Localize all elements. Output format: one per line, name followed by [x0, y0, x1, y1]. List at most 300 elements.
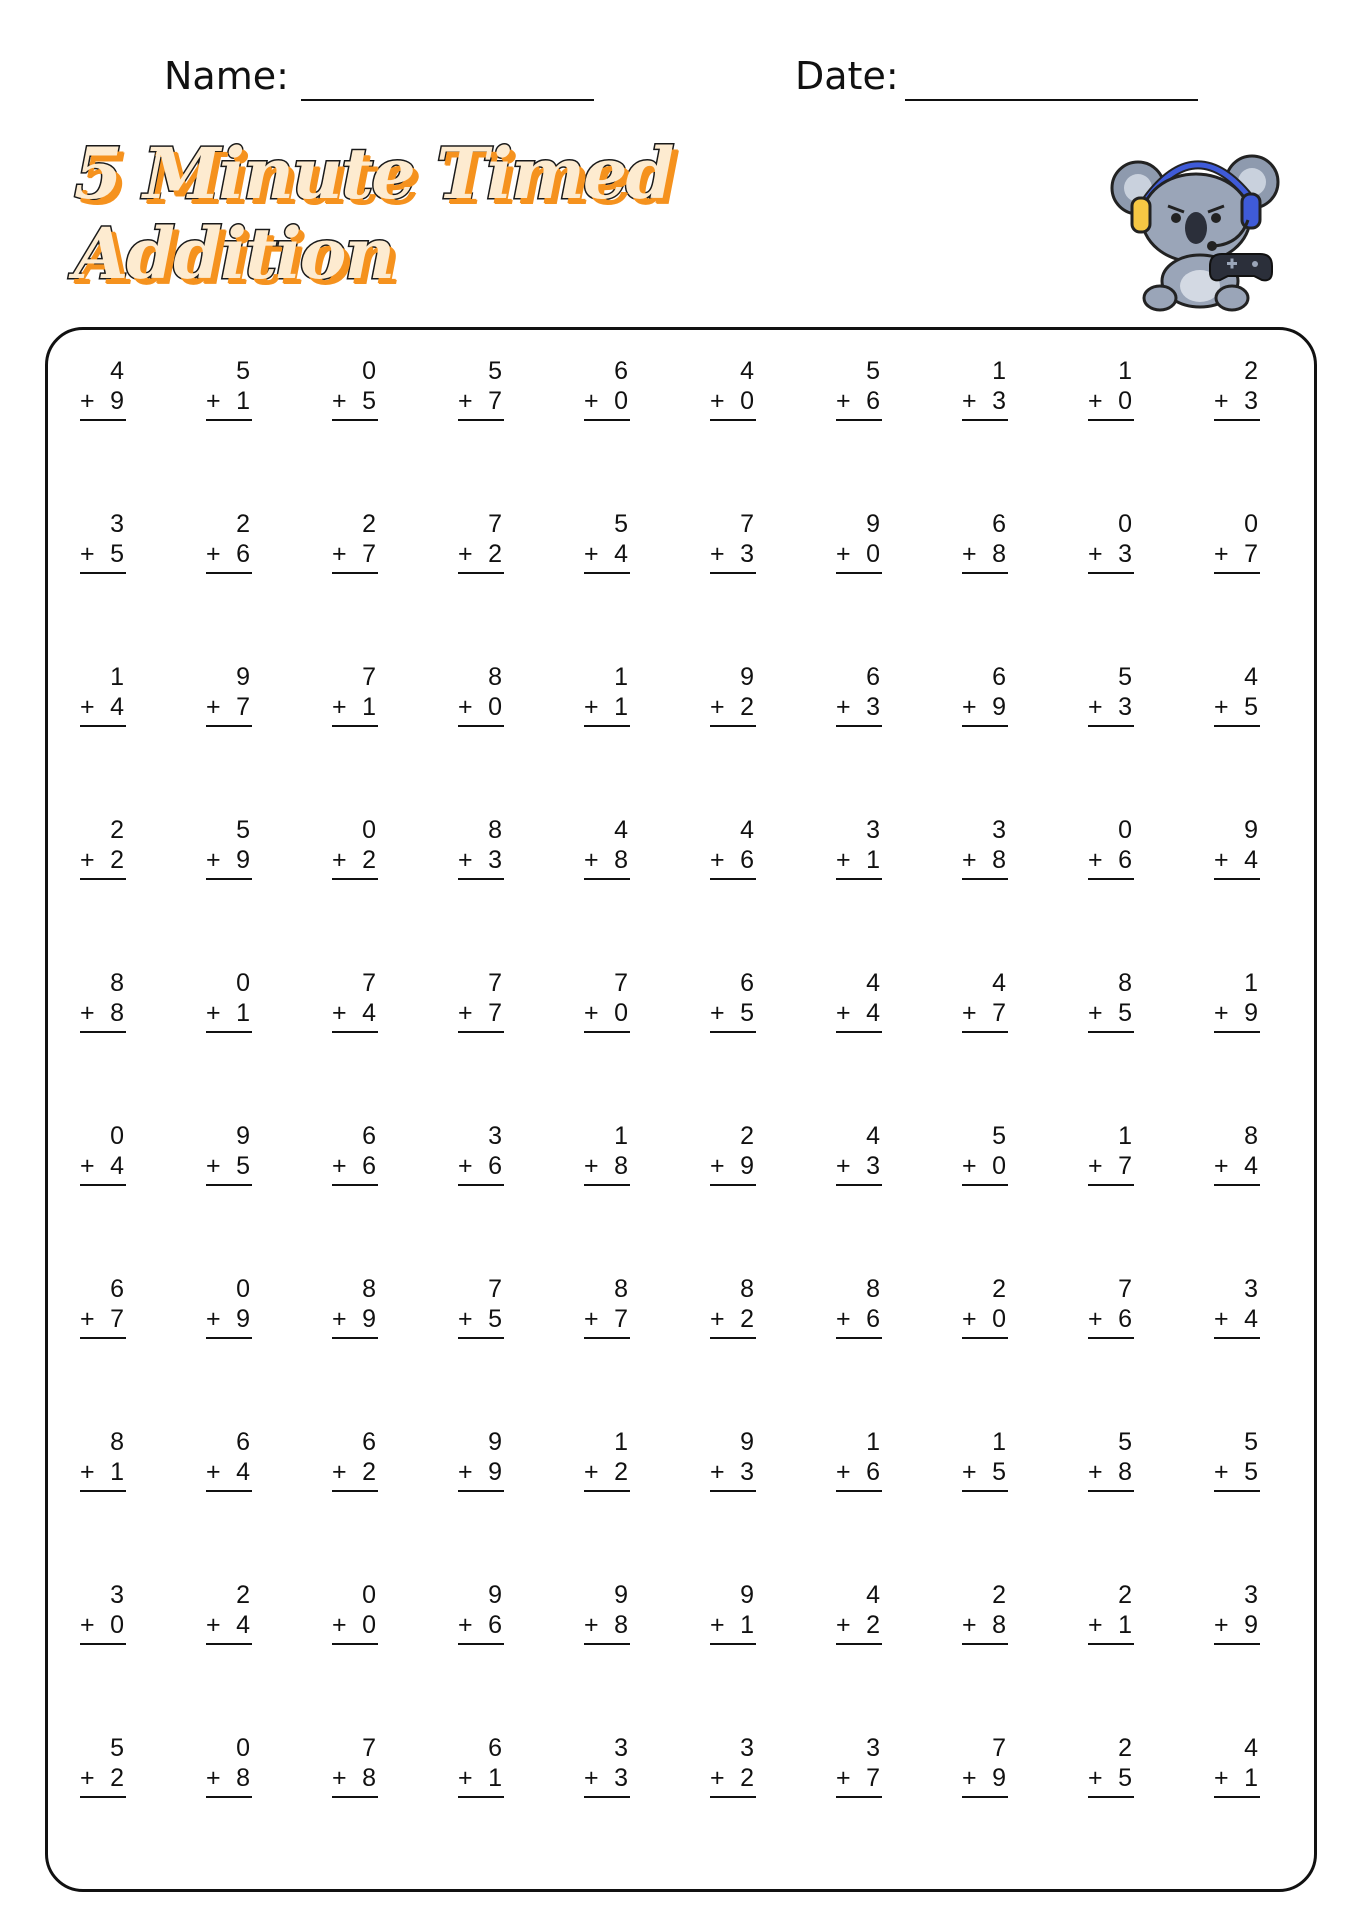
addition-problem	[584, 815, 630, 968]
addend-bottom: 2	[740, 1305, 754, 1333]
plus-sign: +	[1088, 540, 1103, 568]
addend-bottom-row	[584, 1151, 630, 1186]
addend-bottom-row	[584, 845, 630, 880]
addition-problem	[206, 662, 252, 815]
addend-top: 9	[740, 1428, 754, 1456]
plus-sign: +	[1088, 387, 1103, 415]
addend-bottom: 8	[236, 1764, 250, 1792]
addend-bottom: 9	[1244, 1611, 1258, 1639]
plus-sign: +	[584, 1305, 599, 1333]
addend-top: 8	[866, 1275, 880, 1303]
addition-problem	[710, 356, 756, 509]
addend-top: 5	[236, 816, 250, 844]
addend-bottom: 1	[362, 693, 376, 721]
plus-sign: +	[332, 1152, 347, 1180]
addend-bottom-row	[1088, 1151, 1134, 1186]
addend-bottom-row	[80, 539, 126, 574]
addend-bottom-row	[962, 386, 1008, 421]
addend-bottom: 2	[362, 846, 376, 874]
addend-bottom-row	[458, 998, 504, 1033]
addend-top: 3	[740, 1734, 754, 1762]
addend-bottom-row	[836, 386, 882, 421]
addition-problem	[1214, 1121, 1260, 1274]
addend-bottom-row	[584, 692, 630, 727]
plus-sign: +	[458, 387, 473, 415]
addition-problem	[1088, 356, 1134, 509]
title-line-2: Addition	[74, 212, 394, 295]
addend-bottom-row	[1088, 1457, 1134, 1492]
plus-sign: +	[80, 1458, 95, 1486]
addition-problem	[206, 1121, 252, 1274]
addition-problem	[1088, 815, 1134, 968]
date-blank-line[interactable]	[905, 99, 1198, 101]
plus-sign: +	[1214, 846, 1229, 874]
addition-problem	[1088, 1274, 1134, 1427]
addend-bottom-row	[710, 1457, 756, 1492]
addend-top: 6	[362, 1428, 376, 1456]
addend-bottom-row	[836, 845, 882, 880]
addend-bottom-row	[80, 692, 126, 727]
addend-bottom: 8	[362, 1764, 376, 1792]
addend-bottom-row	[1214, 1457, 1260, 1492]
addition-problem	[332, 1580, 378, 1733]
addend-bottom: 8	[614, 1152, 628, 1180]
addend-bottom: 5	[1118, 1764, 1132, 1792]
addend-bottom-row	[1214, 692, 1260, 727]
addend-top: 8	[488, 816, 502, 844]
plus-sign: +	[836, 1458, 851, 1486]
addition-problem	[584, 662, 630, 815]
plus-sign: +	[836, 1152, 851, 1180]
plus-sign: +	[458, 1458, 473, 1486]
addition-problem	[710, 662, 756, 815]
addend-bottom: 0	[488, 693, 502, 721]
plus-sign: +	[710, 1305, 725, 1333]
addend-bottom-row	[206, 1610, 252, 1645]
problems-grid	[80, 356, 1340, 1886]
addend-bottom: 9	[362, 1305, 376, 1333]
addend-top: 2	[1244, 357, 1258, 385]
plus-sign: +	[1214, 1611, 1229, 1639]
plus-sign: +	[962, 1152, 977, 1180]
plus-sign: +	[332, 540, 347, 568]
addition-problem	[584, 1733, 630, 1886]
addend-bottom-row	[1088, 1763, 1134, 1798]
plus-sign: +	[710, 1152, 725, 1180]
addend-top: 2	[362, 510, 376, 538]
addend-bottom-row	[206, 692, 252, 727]
plus-sign: +	[584, 693, 599, 721]
addend-bottom: 2	[740, 1764, 754, 1792]
addition-problem	[332, 1427, 378, 1580]
addend-top: 8	[1244, 1122, 1258, 1150]
addend-bottom: 9	[110, 387, 124, 415]
plus-sign: +	[710, 1764, 725, 1792]
addend-top: 1	[614, 1428, 628, 1456]
addend-top: 3	[488, 1122, 502, 1150]
addend-bottom-row	[710, 692, 756, 727]
addend-bottom-row	[836, 1610, 882, 1645]
plus-sign: +	[710, 1611, 725, 1639]
addend-bottom: 8	[614, 846, 628, 874]
addition-problem	[836, 1580, 882, 1733]
plus-sign: +	[1088, 1764, 1103, 1792]
addend-bottom: 8	[992, 540, 1006, 568]
addend-bottom-row	[1088, 1304, 1134, 1339]
plus-sign: +	[80, 999, 95, 1027]
addend-bottom-row	[206, 386, 252, 421]
addend-bottom-row	[1214, 386, 1260, 421]
addend-top: 4	[110, 357, 124, 385]
plus-sign: +	[710, 387, 725, 415]
addend-top: 7	[362, 1734, 376, 1762]
addition-problem	[836, 1274, 882, 1427]
addition-problem	[962, 356, 1008, 509]
addend-bottom: 1	[866, 846, 880, 874]
addend-top: 5	[1118, 1428, 1132, 1456]
addend-top: 6	[866, 663, 880, 691]
addition-problem	[962, 662, 1008, 815]
addend-top: 0	[362, 357, 376, 385]
addend-top: 7	[740, 510, 754, 538]
addition-problem	[206, 509, 252, 662]
addend-bottom: 3	[1118, 693, 1132, 721]
addition-problem	[1214, 509, 1260, 662]
addend-bottom: 0	[740, 387, 754, 415]
plus-sign: +	[206, 999, 221, 1027]
addend-top: 7	[992, 1734, 1006, 1762]
addend-bottom: 9	[236, 846, 250, 874]
addend-bottom-row	[206, 539, 252, 574]
plus-sign: +	[332, 1611, 347, 1639]
plus-sign: +	[458, 999, 473, 1027]
addend-top: 7	[614, 969, 628, 997]
addition-problem	[80, 662, 126, 815]
addition-problem	[458, 968, 504, 1121]
name-label: Name:	[164, 54, 289, 98]
plus-sign: +	[80, 1764, 95, 1792]
addend-bottom: 4	[110, 693, 124, 721]
addend-top: 4	[866, 969, 880, 997]
addend-bottom: 5	[362, 387, 376, 415]
plus-sign: +	[332, 1764, 347, 1792]
addend-bottom-row	[80, 1610, 126, 1645]
plus-sign: +	[332, 999, 347, 1027]
addend-bottom-row	[710, 998, 756, 1033]
plus-sign: +	[710, 540, 725, 568]
plus-sign: +	[1088, 999, 1103, 1027]
addend-top: 8	[488, 663, 502, 691]
addition-problem	[1214, 1274, 1260, 1427]
plus-sign: +	[80, 846, 95, 874]
addend-bottom: 1	[488, 1764, 502, 1792]
addend-bottom: 5	[236, 1152, 250, 1180]
addend-top: 4	[866, 1122, 880, 1150]
addition-problem	[584, 356, 630, 509]
addend-top: 7	[362, 969, 376, 997]
addend-bottom-row	[710, 845, 756, 880]
title-line-1: 5 Minute Timed	[74, 132, 673, 215]
addend-bottom: 1	[1244, 1764, 1258, 1792]
addend-bottom-row	[332, 1610, 378, 1645]
addend-bottom-row	[1214, 539, 1260, 574]
addend-bottom: 9	[488, 1458, 502, 1486]
plus-sign: +	[1088, 1458, 1103, 1486]
addend-top: 0	[1244, 510, 1258, 538]
addition-problem	[458, 509, 504, 662]
addend-top: 4	[740, 816, 754, 844]
addition-problem	[458, 1274, 504, 1427]
addend-bottom: 4	[362, 999, 376, 1027]
plus-sign: +	[1214, 693, 1229, 721]
plus-sign: +	[962, 387, 977, 415]
plus-sign: +	[206, 1611, 221, 1639]
addition-problem	[962, 1121, 1008, 1274]
addend-top: 3	[992, 816, 1006, 844]
addition-problem	[1088, 1580, 1134, 1733]
addition-problem	[1088, 1427, 1134, 1580]
plus-sign: +	[836, 1764, 851, 1792]
addend-bottom: 9	[740, 1152, 754, 1180]
addition-problem	[584, 1121, 630, 1274]
addend-bottom-row	[584, 1457, 630, 1492]
addend-top: 4	[740, 357, 754, 385]
addition-problem	[584, 1580, 630, 1733]
addend-top: 5	[110, 1734, 124, 1762]
addend-top: 7	[1118, 1275, 1132, 1303]
addend-bottom: 2	[740, 693, 754, 721]
plus-sign: +	[332, 1458, 347, 1486]
addend-bottom-row	[584, 1763, 630, 1798]
addend-top: 9	[488, 1428, 502, 1456]
addend-bottom: 8	[1118, 1458, 1132, 1486]
plus-sign: +	[1214, 1305, 1229, 1333]
addend-top: 2	[992, 1275, 1006, 1303]
addend-bottom: 9	[1244, 999, 1258, 1027]
addend-bottom: 3	[740, 540, 754, 568]
addend-bottom: 1	[236, 387, 250, 415]
addend-bottom: 6	[740, 846, 754, 874]
addend-bottom: 1	[110, 1458, 124, 1486]
addend-top: 1	[1118, 1122, 1132, 1150]
addend-bottom: 4	[866, 999, 880, 1027]
addend-top: 3	[614, 1734, 628, 1762]
addend-bottom-row	[1214, 1610, 1260, 1645]
addition-problem	[584, 1274, 630, 1427]
addend-bottom-row	[332, 998, 378, 1033]
addend-top: 4	[1244, 663, 1258, 691]
addend-top: 4	[1244, 1734, 1258, 1762]
addition-problem	[458, 1733, 504, 1886]
plus-sign: +	[206, 693, 221, 721]
addition-problem	[80, 356, 126, 509]
addend-bottom-row	[836, 692, 882, 727]
addend-bottom: 7	[236, 693, 250, 721]
addend-bottom: 9	[992, 693, 1006, 721]
addend-bottom-row	[1088, 1610, 1134, 1645]
addition-problem	[1088, 1733, 1134, 1886]
addend-top: 9	[1244, 816, 1258, 844]
addend-top: 0	[236, 1275, 250, 1303]
addend-bottom: 2	[488, 540, 502, 568]
addend-top: 2	[740, 1122, 754, 1150]
addition-problem	[206, 356, 252, 509]
addend-bottom: 7	[488, 387, 502, 415]
addend-top: 3	[866, 1734, 880, 1762]
plus-sign: +	[710, 693, 725, 721]
addend-top: 2	[110, 816, 124, 844]
addend-bottom: 2	[110, 1764, 124, 1792]
plus-sign: +	[206, 540, 221, 568]
addend-top: 1	[614, 1122, 628, 1150]
addition-problem	[836, 968, 882, 1121]
addition-problem	[962, 1733, 1008, 1886]
plus-sign: +	[710, 1458, 725, 1486]
addition-problem	[1088, 509, 1134, 662]
addend-top: 3	[866, 816, 880, 844]
plus-sign: +	[584, 387, 599, 415]
plus-sign: +	[206, 387, 221, 415]
addend-top: 8	[740, 1275, 754, 1303]
addend-bottom-row	[332, 845, 378, 880]
addend-top: 2	[236, 1581, 250, 1609]
addend-top: 9	[866, 510, 880, 538]
addend-bottom-row	[332, 692, 378, 727]
addend-top: 5	[488, 357, 502, 385]
addition-problem	[1088, 662, 1134, 815]
addition-problem	[962, 1427, 1008, 1580]
addition-problem	[1214, 1733, 1260, 1886]
plus-sign: +	[584, 1458, 599, 1486]
addend-top: 5	[1244, 1428, 1258, 1456]
plus-sign: +	[332, 1305, 347, 1333]
addend-top: 5	[614, 510, 628, 538]
addend-bottom: 7	[110, 1305, 124, 1333]
addition-problem	[458, 1580, 504, 1733]
addend-top: 4	[614, 816, 628, 844]
addend-top: 7	[488, 969, 502, 997]
addition-problem	[710, 1274, 756, 1427]
addend-bottom: 7	[866, 1764, 880, 1792]
addend-top: 0	[362, 816, 376, 844]
addend-bottom-row	[206, 1151, 252, 1186]
addend-top: 9	[740, 1581, 754, 1609]
addend-bottom-row	[710, 539, 756, 574]
plus-sign: +	[1088, 846, 1103, 874]
plus-sign: +	[1088, 1152, 1103, 1180]
plus-sign: +	[206, 846, 221, 874]
addend-bottom-row	[458, 1763, 504, 1798]
plus-sign: +	[80, 540, 95, 568]
addend-top: 1	[992, 357, 1006, 385]
plus-sign: +	[1088, 693, 1103, 721]
plus-sign: +	[458, 1764, 473, 1792]
addend-top: 6	[992, 663, 1006, 691]
addend-bottom-row	[1088, 386, 1134, 421]
addend-top: 8	[1118, 969, 1132, 997]
addend-bottom-row	[458, 1457, 504, 1492]
addend-bottom: 6	[866, 1458, 880, 1486]
addition-problem	[1214, 356, 1260, 509]
addend-top: 4	[866, 1581, 880, 1609]
addend-bottom-row	[962, 998, 1008, 1033]
plus-sign: +	[836, 1611, 851, 1639]
addend-bottom: 3	[614, 1764, 628, 1792]
addend-bottom: 0	[614, 999, 628, 1027]
addend-bottom-row	[710, 386, 756, 421]
plus-sign: +	[1214, 1764, 1229, 1792]
addition-problem	[1214, 1427, 1260, 1580]
addition-problem	[836, 1427, 882, 1580]
plus-sign: +	[962, 1764, 977, 1792]
addition-problem	[710, 1121, 756, 1274]
plus-sign: +	[836, 999, 851, 1027]
addend-bottom: 3	[488, 846, 502, 874]
addend-bottom: 7	[488, 999, 502, 1027]
addition-problem	[836, 815, 882, 968]
addend-bottom-row	[962, 1304, 1008, 1339]
addend-bottom-row	[206, 845, 252, 880]
addend-bottom: 6	[236, 540, 250, 568]
plus-sign: +	[1214, 999, 1229, 1027]
plus-sign: +	[1088, 1611, 1103, 1639]
addend-bottom-row	[1088, 998, 1134, 1033]
addend-bottom: 1	[1118, 1611, 1132, 1639]
name-blank-line[interactable]	[301, 99, 594, 101]
addend-bottom: 2	[614, 1458, 628, 1486]
addend-bottom-row	[206, 998, 252, 1033]
addition-problem	[332, 1121, 378, 1274]
addition-problem	[206, 1580, 252, 1733]
addend-bottom: 1	[236, 999, 250, 1027]
addend-bottom: 3	[1244, 387, 1258, 415]
addend-bottom-row	[458, 845, 504, 880]
addition-problem	[80, 1274, 126, 1427]
plus-sign: +	[836, 1305, 851, 1333]
addend-bottom: 3	[992, 387, 1006, 415]
addend-bottom-row	[80, 1304, 126, 1339]
addend-bottom-row	[458, 539, 504, 574]
plus-sign: +	[962, 1458, 977, 1486]
addend-bottom: 6	[866, 387, 880, 415]
plus-sign: +	[206, 1305, 221, 1333]
addend-bottom-row	[1214, 845, 1260, 880]
addend-top: 9	[614, 1581, 628, 1609]
addend-top: 0	[236, 969, 250, 997]
addition-problem	[458, 815, 504, 968]
addition-problem	[710, 1580, 756, 1733]
plus-sign: +	[80, 693, 95, 721]
addition-problem	[80, 1580, 126, 1733]
addition-problem	[206, 1733, 252, 1886]
addend-bottom-row	[1088, 845, 1134, 880]
addend-bottom: 5	[488, 1305, 502, 1333]
plus-sign: +	[458, 846, 473, 874]
koala-gamer-icon	[1110, 136, 1290, 316]
addend-bottom-row	[458, 1610, 504, 1645]
addition-problem	[332, 509, 378, 662]
addition-problem	[710, 815, 756, 968]
plus-sign: +	[710, 846, 725, 874]
plus-sign: +	[206, 1152, 221, 1180]
addend-bottom-row	[458, 1151, 504, 1186]
plus-sign: +	[332, 693, 347, 721]
addend-bottom: 8	[614, 1611, 628, 1639]
addend-bottom: 0	[614, 387, 628, 415]
addition-problem	[332, 968, 378, 1121]
addend-top: 5	[236, 357, 250, 385]
plus-sign: +	[584, 1764, 599, 1792]
